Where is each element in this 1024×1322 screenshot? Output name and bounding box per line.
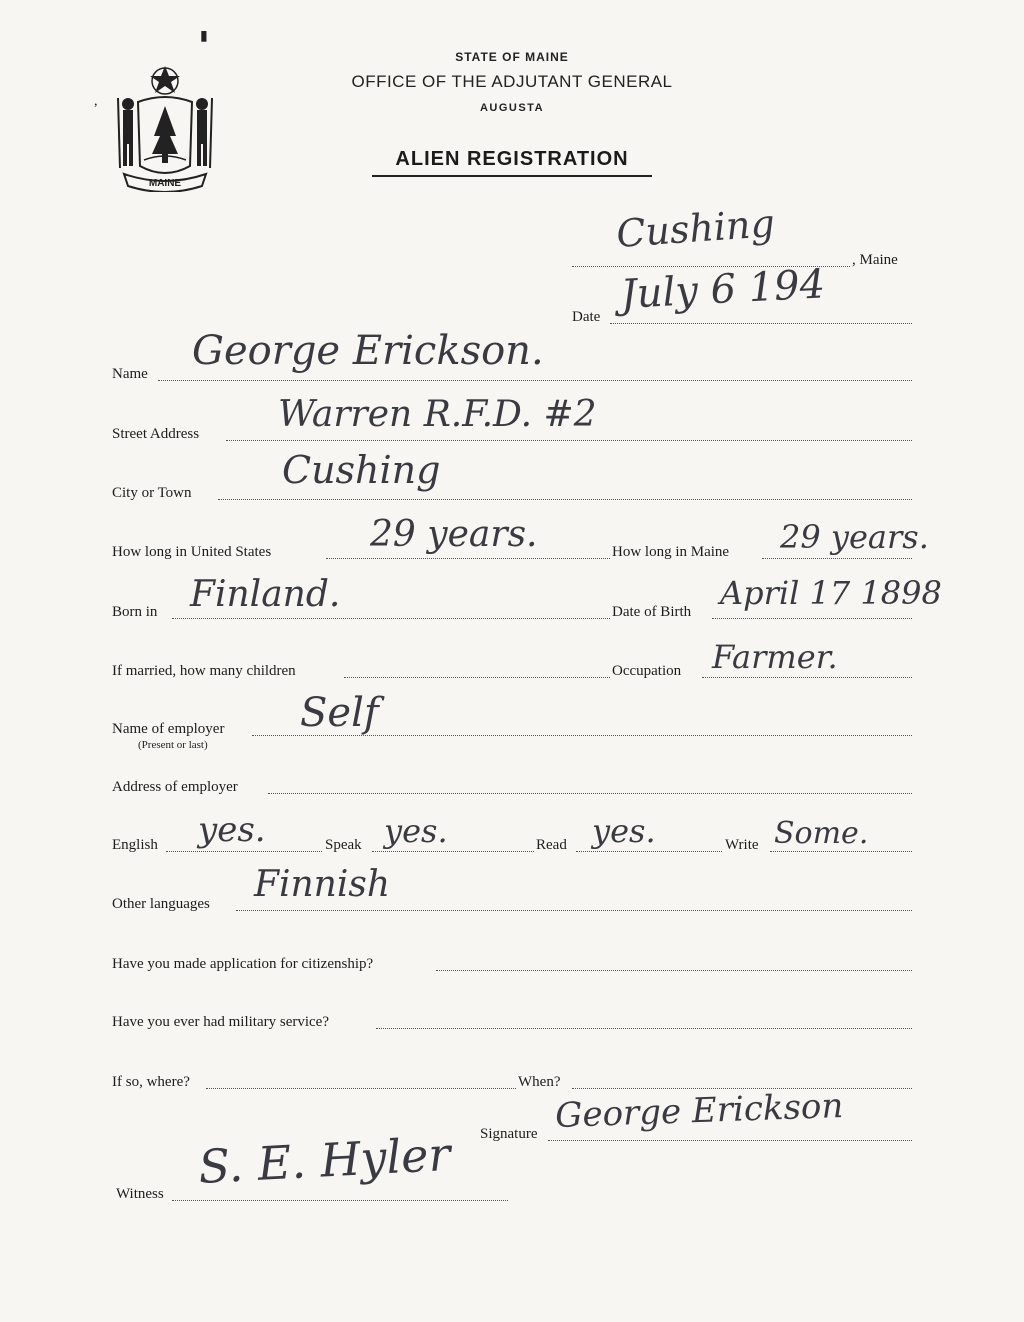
header-office: OFFICE OF THE ADJUTANT GENERAL <box>351 72 673 91</box>
born-in-line <box>172 618 610 619</box>
military-line <box>376 1028 912 1029</box>
occupation-line <box>702 677 912 678</box>
date-label: Date <box>572 309 601 325</box>
employer-sub-label: (Present or last) <box>138 739 208 751</box>
signature-handwriting: George Erickson <box>554 1085 844 1136</box>
signature-label: Signature <box>480 1126 538 1142</box>
name-line <box>158 380 912 381</box>
employer-name-label: Name of employer <box>112 721 225 737</box>
witness-handwriting: S. E. Hyler <box>197 1126 452 1194</box>
read-handwriting: yes. <box>592 812 656 850</box>
write-label: Write <box>725 837 759 853</box>
english-label: English <box>112 837 158 853</box>
city-label: City or Town <box>112 485 192 501</box>
how-long-maine-line <box>762 558 912 559</box>
date-line <box>610 323 912 324</box>
how-long-maine-handwriting: 29 years. <box>780 518 929 556</box>
write-handwriting: Some. <box>774 816 869 851</box>
date-handwriting: July 6 194 <box>619 261 827 318</box>
signature-line <box>548 1140 912 1141</box>
born-in-label: Born in <box>112 604 158 620</box>
city-line <box>218 499 912 500</box>
how-long-maine-label: How long in Maine <box>612 544 730 560</box>
town-handwriting: Cushing <box>614 201 777 256</box>
date-of-birth-label: Date of Birth <box>612 604 692 620</box>
header-state: STATE OF MAINE <box>455 50 569 64</box>
date-of-birth-handwriting: April 17 1898 <box>720 574 942 612</box>
header-city: AUGUSTA <box>479 102 545 114</box>
name-handwriting: George Erickson. <box>192 328 544 374</box>
english-handwriting: yes. <box>198 810 266 850</box>
street-address-line <box>226 440 912 441</box>
maine-label: , Maine <box>852 252 898 268</box>
children-label: If married, how many children <box>112 663 296 679</box>
when-label: When? <box>518 1074 561 1090</box>
citizenship-line <box>436 970 912 971</box>
employer-address-line <box>268 793 912 794</box>
how-long-us-label: How long in United States <box>112 544 272 560</box>
write-line <box>770 851 912 852</box>
witness-line <box>172 1200 508 1201</box>
if-so-where-label: If so, where? <box>112 1074 190 1090</box>
witness-label: Witness <box>116 1186 164 1202</box>
date-of-birth-line <box>712 618 912 619</box>
employer-handwriting: Self <box>300 690 379 736</box>
speak-label: Speak <box>325 837 362 853</box>
citizenship-label: Have you made application for citizenship? <box>112 956 374 972</box>
how-long-us-line <box>326 558 610 559</box>
street-address-label: Street Address <box>112 426 200 442</box>
military-label: Have you ever had military service? <box>112 1014 329 1030</box>
street-address-handwriting: Warren R.F.D. #2 <box>278 394 597 435</box>
how-long-us-handwriting: 29 years. <box>370 514 538 555</box>
scan-mark: , <box>94 94 98 109</box>
english-line <box>166 851 322 852</box>
other-languages-label: Other languages <box>112 896 210 912</box>
occupation-handwriting: Farmer. <box>712 638 838 676</box>
read-line <box>576 851 722 852</box>
if-so-where-line <box>206 1088 516 1089</box>
other-languages-line <box>236 910 912 911</box>
city-handwriting: Cushing <box>282 448 441 492</box>
scan-mark: ▮ <box>200 29 208 44</box>
seal-banner-text: MAINE <box>148 178 182 189</box>
employer-address-label: Address of employer <box>112 779 238 795</box>
born-in-handwriting: Finland. <box>190 574 341 615</box>
read-label: Read <box>536 837 567 853</box>
speak-handwriting: yes. <box>384 812 448 850</box>
speak-line <box>372 851 534 852</box>
children-line <box>344 677 610 678</box>
name-label: Name <box>112 366 148 382</box>
other-languages-handwriting: Finnish <box>254 864 391 905</box>
form-title: ALIEN REGISTRATION <box>372 148 652 177</box>
occupation-label: Occupation <box>612 663 682 679</box>
